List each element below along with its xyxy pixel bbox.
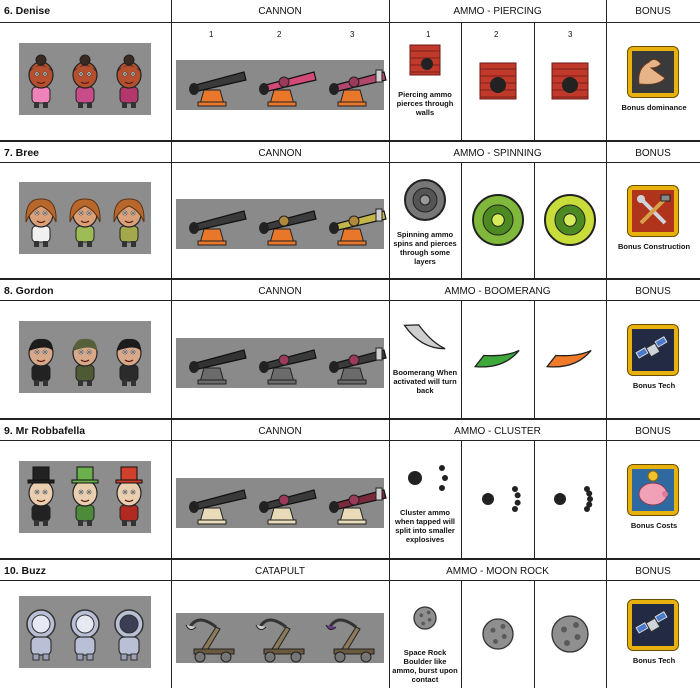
weapon-header: CATAPULT [254, 565, 305, 577]
muscle-arm-icon [632, 51, 674, 93]
ammo-level-art [395, 30, 455, 90]
ammo-level-art [468, 329, 528, 389]
ammo-level-art [468, 469, 528, 529]
ammo-caption: Piercing ammo pierces through walls [396, 90, 454, 117]
ammo-divider [461, 22, 462, 140]
ammo-level-art [395, 170, 455, 230]
weapon-art [176, 613, 384, 663]
weapon-level-number: 3 [350, 30, 355, 39]
ammo-divider [461, 440, 462, 558]
ammo-level-art [540, 329, 600, 389]
ammo-divider [534, 162, 535, 278]
weapon-art [176, 199, 384, 249]
bonus-caption: Bonus Tech [632, 656, 676, 665]
ammo-caption: Space Rock Boulder like ammo, burst upon contact [392, 648, 458, 684]
ammo-divider [534, 580, 535, 688]
ammo-level-art [395, 448, 455, 508]
weapon-header: CANNON [258, 5, 302, 17]
weapon-art [176, 60, 384, 110]
ammo-divider [534, 22, 535, 140]
weapon-art [176, 478, 384, 528]
ammo-level-art [395, 308, 455, 368]
header-divider [0, 22, 700, 23]
bonus-header: BONUS [635, 147, 671, 159]
bonus-header: BONUS [635, 425, 671, 437]
satellite-icon [632, 329, 674, 371]
ammo-level-art [468, 190, 528, 250]
row-name: 8. Gordon [4, 285, 54, 297]
ammo-level-art [395, 588, 455, 648]
ammo-divider [534, 300, 535, 418]
weapon-level-number: 2 [277, 30, 282, 39]
ammo-caption: Spinning ammo spins and pierces through some layers [393, 230, 457, 266]
row-name: 6. Denise [4, 5, 51, 17]
ammo-level-art [468, 604, 528, 664]
ammo-divider [461, 580, 462, 688]
bonus-header: BONUS [635, 285, 671, 297]
row-name: 10. Buzz [4, 565, 47, 577]
ammo-header: AMMO - CLUSTER [454, 425, 541, 437]
character-art [19, 596, 151, 668]
piggy-bank-icon [632, 469, 674, 511]
ammo-level-art [540, 604, 600, 664]
column-divider [389, 0, 390, 688]
character-art [19, 182, 151, 254]
bonus-caption: Bonus Tech [632, 381, 676, 390]
row-name: 7. Bree [4, 147, 40, 159]
ammo-caption: Cluster ammo when tapped will split into smaller explosives [394, 508, 455, 544]
bonus-header: BONUS [635, 5, 671, 17]
row-name: 9. Mr Robbafella [4, 425, 86, 437]
ammo-level-number: 1 [426, 30, 431, 39]
ammo-header: AMMO - BOOMERANG [444, 285, 551, 297]
bonus-caption: Bonus Construction [617, 242, 691, 251]
ammo-header: AMMO - SPINNING [453, 147, 542, 159]
bonus-caption: Bonus Costs [630, 521, 678, 530]
weapon-art [176, 338, 384, 388]
ammo-header: AMMO - PIERCING [453, 5, 542, 17]
weapon-header: CANNON [258, 147, 302, 159]
ammo-level-art [540, 190, 600, 250]
ammo-level-number: 3 [568, 30, 573, 39]
character-art [19, 43, 151, 115]
ammo-level-number: 2 [494, 30, 499, 39]
weapon-header: CANNON [258, 285, 302, 297]
character-art [19, 321, 151, 393]
column-divider [171, 0, 172, 688]
ammo-caption: Boomerang When activated will turn back [392, 368, 458, 395]
ammo-level-art [540, 469, 600, 529]
character-art [19, 461, 151, 533]
satellite-icon [632, 604, 674, 646]
ammo-divider [534, 440, 535, 558]
ammo-level-art [540, 51, 600, 111]
weapon-header: CANNON [258, 425, 302, 437]
ammo-header: AMMO - MOON ROCK [446, 565, 549, 577]
wrench-hammer-icon [632, 190, 674, 232]
ammo-divider [461, 162, 462, 278]
weapon-level-number: 1 [209, 30, 214, 39]
ammo-divider [461, 300, 462, 418]
bonus-caption: Bonus dominance [621, 103, 687, 112]
ammo-level-art [468, 51, 528, 111]
bonus-header: BONUS [635, 565, 671, 577]
